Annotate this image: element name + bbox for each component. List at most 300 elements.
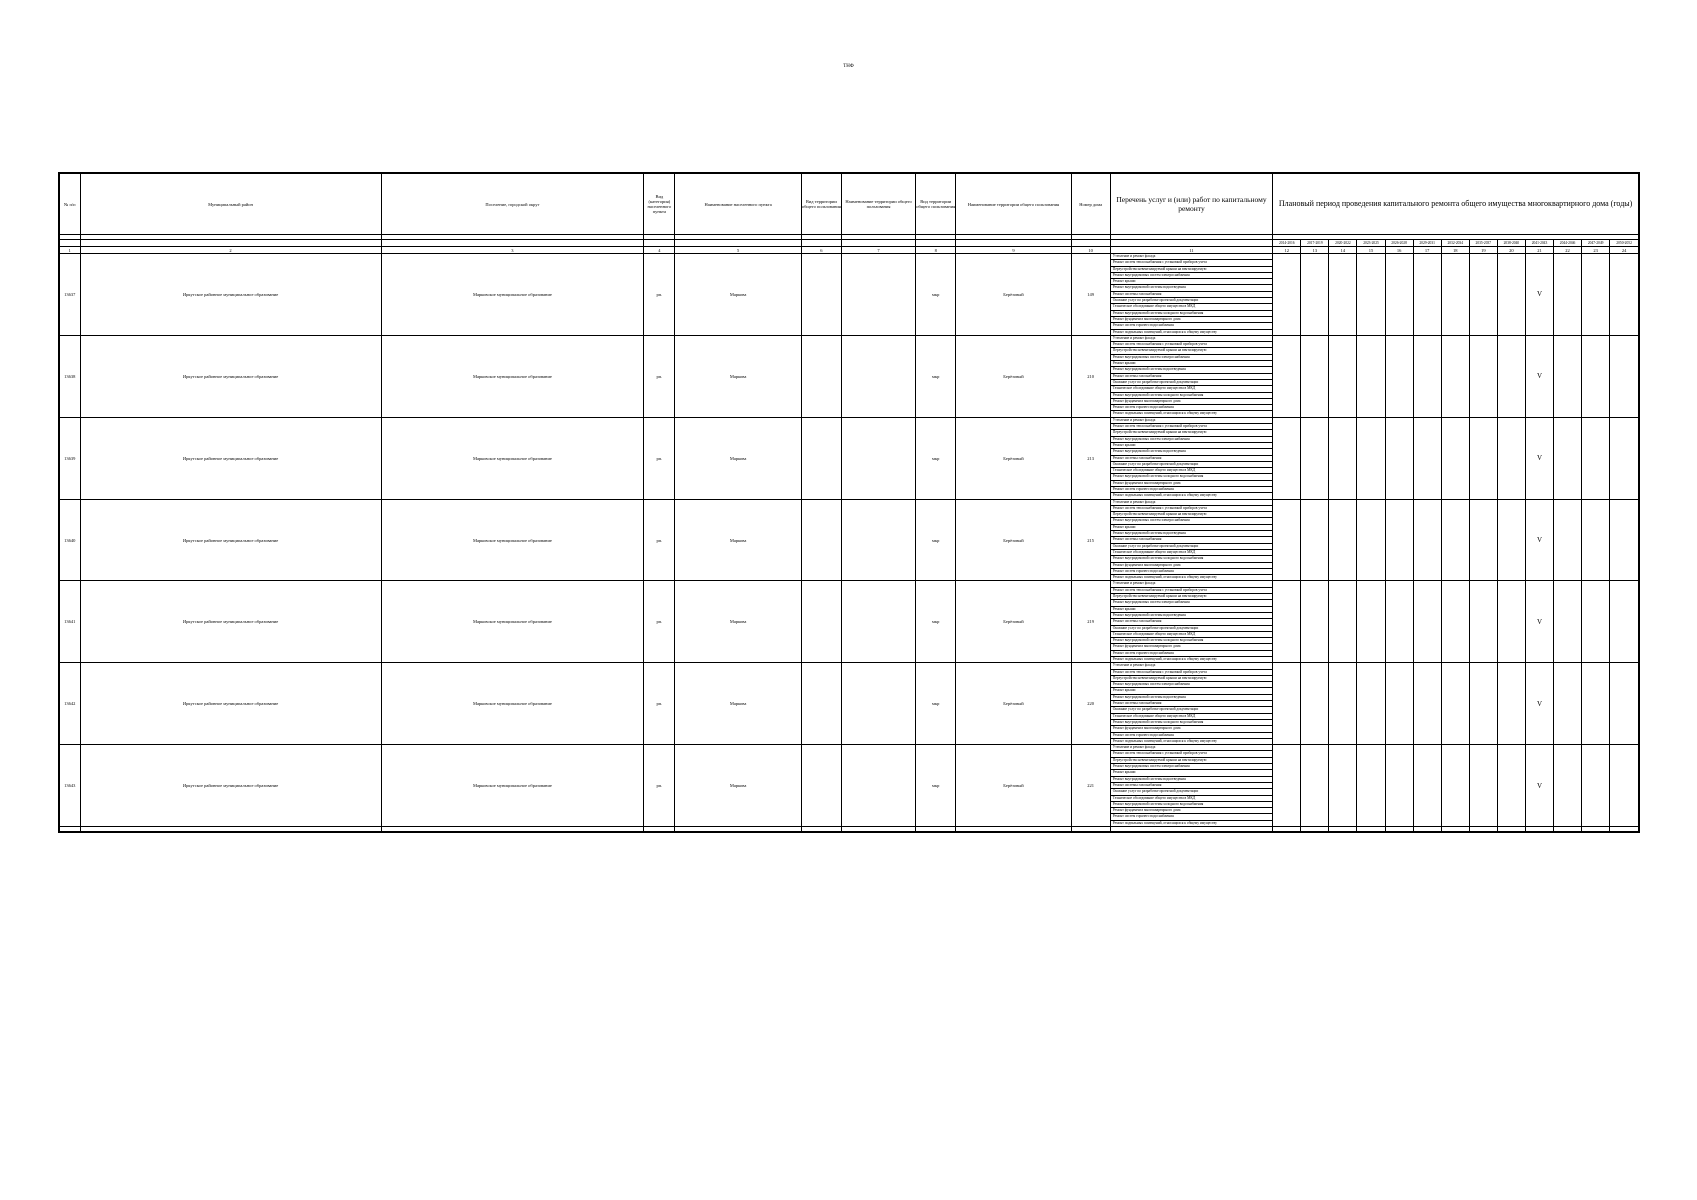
street-cell: Берёзовый — [956, 745, 1071, 827]
work-item: Ремонт внутридомовой системы водоотведения — [1111, 777, 1273, 783]
period-cell — [1301, 581, 1329, 663]
work-item: Ремонт внутридомовой системы холодного водоснабжения — [1111, 802, 1273, 808]
settlement-cell: Марковское муниципальное образование — [381, 254, 644, 336]
period-cell — [1357, 335, 1385, 417]
period-cell — [1441, 254, 1469, 336]
period-cell — [1329, 254, 1357, 336]
row-number: 13639 — [59, 417, 80, 499]
locality-kind-cell: рп. — [644, 499, 675, 581]
period-cell — [1385, 663, 1413, 745]
column-numbers-row — [59, 247, 1639, 254]
period-cell — [1413, 335, 1441, 417]
period-cell — [1329, 417, 1357, 499]
table-row — [59, 581, 1639, 663]
territory-kind-cell — [801, 663, 841, 745]
street-cell: Берёзовый — [956, 254, 1071, 336]
district-cell: Иркутское районное муниципальное образование — [80, 254, 381, 336]
column-number: 12 — [1273, 247, 1301, 254]
work-item: Техническое обследование общего имущества в МКД — [1111, 632, 1273, 638]
settlement-cell: Марковское муниципальное образование — [381, 499, 644, 581]
period-cell — [1357, 254, 1385, 336]
period-cell — [1554, 417, 1582, 499]
work-item: Ремонт внутридомовой системы холодного водоснабжения — [1111, 720, 1273, 726]
period-cell — [1413, 581, 1441, 663]
year-period: 2020-2022 — [1329, 240, 1357, 247]
work-item: Техническое обследование общего имущества в МКД — [1111, 468, 1273, 474]
column-number: 10 — [1071, 247, 1110, 254]
street-cell: Берёзовый — [956, 335, 1071, 417]
work-item: Ремонт внутридомовой системы холодного водоснабжения — [1111, 474, 1273, 480]
period-cell — [1385, 499, 1413, 581]
header-works: Перечень услуг и (или) работ по капитальному ремонту — [1110, 173, 1273, 235]
work-item: Оказание услуг по разработке проектной документации — [1111, 789, 1273, 795]
work-item: Ремонт систем теплоснабжения с установкой приборов учета — [1111, 424, 1273, 430]
period-cell — [1413, 417, 1441, 499]
street-kind-cell: мкр — [916, 663, 956, 745]
work-item: Ремонт внутридомовых систем электроснабжения — [1111, 518, 1273, 524]
table-row — [59, 499, 1639, 581]
district-cell: Иркутское районное муниципальное образование — [80, 499, 381, 581]
work-item: Ремонт фундамента многоквартирного дома — [1111, 399, 1273, 405]
row-number: 13637 — [59, 254, 80, 336]
period-cell — [1385, 254, 1413, 336]
house-number-cell: 149 — [1071, 254, 1110, 336]
header-planned-period: Плановый период проведения капитального ремонта общего имущества многоквартирного дома (годы) — [1273, 173, 1639, 235]
locality-kind-cell: рп. — [644, 663, 675, 745]
work-item: Ремонт подвальных помещений, относящихся к общему имуществу — [1112, 738, 1217, 743]
territory-name-cell — [841, 417, 915, 499]
work-item: Ремонт внутридомовых систем электроснабжения — [1111, 437, 1273, 443]
column-number: 16 — [1385, 247, 1413, 254]
work-item: Ремонт систем горячего водоснабжения — [1111, 651, 1273, 657]
column-number: 22 — [1554, 247, 1582, 254]
year-period: 2029-2031 — [1413, 240, 1441, 247]
period-cell — [1497, 745, 1525, 827]
work-item: Переустройство невентилируемой крыши на вентилируемую — [1111, 348, 1273, 354]
territory-name-cell — [841, 335, 915, 417]
period-cell — [1582, 581, 1610, 663]
work-item: Утепление и ремонт фасада — [1111, 336, 1273, 342]
period-cell — [1357, 581, 1385, 663]
work-item: Ремонт внутридомовой системы холодного водоснабжения — [1111, 393, 1273, 399]
street-kind-cell: мкр — [916, 417, 956, 499]
settlement-cell: Марковское муниципальное образование — [381, 745, 644, 827]
work-item: Ремонт системы газоснабжения — [1111, 783, 1273, 789]
column-number: 11 — [1110, 247, 1273, 254]
territory-kind-cell — [801, 745, 841, 827]
work-item: Ремонт внутридомовых систем электроснабжения — [1111, 355, 1273, 361]
district-cell: Иркутское районное муниципальное образование — [80, 417, 381, 499]
row-number: 13640 — [59, 499, 80, 581]
period-cell — [1469, 581, 1497, 663]
work-item: Ремонт системы газоснабжения — [1111, 701, 1273, 707]
work-item: Ремонт систем теплоснабжения с установкой приборов учета — [1111, 506, 1273, 512]
work-item: Оказание услуг по разработке проектной документации — [1111, 298, 1273, 304]
period-cell — [1554, 254, 1582, 336]
year-period: 2047-2049 — [1582, 240, 1610, 247]
works-list-cell — [1110, 254, 1273, 336]
column-number: 9 — [956, 247, 1071, 254]
work-item: Ремонт крыши — [1111, 525, 1273, 531]
work-item: Ремонт подвальных помещений, относящихся к общему имуществу — [1112, 657, 1217, 661]
work-item: Ремонт систем горячего водоснабжения — [1111, 323, 1273, 329]
territory-name-cell — [841, 663, 915, 745]
column-number: 2 — [80, 247, 381, 254]
work-item: Ремонт внутридомовой системы холодного водоснабжения — [1111, 311, 1273, 317]
street-cell: Берёзовый — [956, 417, 1071, 499]
work-item: Техническое обследование общего имущества в МКД — [1111, 550, 1273, 556]
header-district: Муниципальный район — [80, 173, 381, 235]
period-cell — [1329, 335, 1357, 417]
row-number: 13638 — [59, 335, 80, 417]
work-item: Ремонт фундамента многоквартирного дома — [1111, 726, 1273, 732]
locality-cell: Маркова — [675, 499, 801, 581]
locality-kind-cell: рп. — [644, 745, 675, 827]
house-number-cell: 220 — [1071, 663, 1110, 745]
locality-cell: Маркова — [675, 663, 801, 745]
work-item: Ремонт подвальных помещений, относящихся к общему имуществу — [1112, 575, 1217, 580]
column-number: 13 — [1301, 247, 1329, 254]
period-cell — [1329, 499, 1357, 581]
work-item: Техническое обследование общего имущества в МКД — [1111, 386, 1273, 392]
locality-cell: Маркова — [675, 417, 801, 499]
column-number: 20 — [1497, 247, 1525, 254]
works-list-cell — [1110, 335, 1273, 417]
work-item: Ремонт внутридомовой системы холодного водоснабжения — [1111, 556, 1273, 562]
table-row — [59, 663, 1639, 745]
district-cell: Иркутское районное муниципальное образование — [80, 335, 381, 417]
locality-kind-cell: рп. — [644, 254, 675, 336]
period-cell — [1413, 499, 1441, 581]
period-cell — [1497, 581, 1525, 663]
header-territory-kind: Вид территории общего пользования — [801, 173, 841, 235]
work-item: Ремонт крыши — [1111, 607, 1273, 613]
period-cell — [1610, 581, 1639, 663]
column-number: 5 — [675, 247, 801, 254]
district-cell: Иркутское районное муниципальное образование — [80, 663, 381, 745]
period-cell — [1385, 335, 1413, 417]
period-cell — [1469, 499, 1497, 581]
works-list-cell — [1110, 417, 1273, 499]
work-item: Ремонт внутридомовой системы холодного водоснабжения — [1111, 638, 1273, 644]
work-item: Ремонт систем горячего водоснабжения — [1111, 733, 1273, 739]
work-item: Утепление и ремонт фасада — [1111, 254, 1273, 260]
work-item: Ремонт внутридомовой системы водоотведения — [1111, 285, 1273, 291]
column-number: 7 — [841, 247, 915, 254]
work-item: Ремонт внутридомовой системы водоотведения — [1111, 449, 1273, 455]
column-number: 3 — [381, 247, 644, 254]
works-list-cell — [1110, 663, 1273, 745]
period-cell — [1554, 745, 1582, 827]
work-item: Ремонт подвальных помещений, относящихся к общему имуществу — [1112, 411, 1217, 416]
work-item: Переустройство невентилируемой крыши на вентилируемую — [1111, 758, 1273, 764]
district-cell: Иркутское районное муниципальное образование — [80, 745, 381, 827]
period-cell — [1301, 663, 1329, 745]
period-cell — [1329, 581, 1357, 663]
year-period: 2014-2016 — [1273, 240, 1301, 247]
street-cell: Берёзовый — [956, 581, 1071, 663]
period-cell — [1582, 663, 1610, 745]
period-cell — [1610, 335, 1639, 417]
work-item: Ремонт крыши — [1111, 770, 1273, 776]
period-cell — [1273, 417, 1301, 499]
locality-cell: Маркова — [675, 335, 801, 417]
street-kind-cell: мкр — [916, 254, 956, 336]
period-cell — [1329, 745, 1357, 827]
work-item: Ремонт систем горячего водоснабжения — [1111, 487, 1273, 493]
work-item: Ремонт фундамента многоквартирного дома — [1111, 481, 1273, 487]
period-cell — [1441, 499, 1469, 581]
territory-name-cell — [841, 499, 915, 581]
work-item: Оказание услуг по разработке проектной документации — [1111, 544, 1273, 550]
work-item: Ремонт системы газоснабжения — [1111, 619, 1273, 625]
work-item: Ремонт внутридомовой системы водоотведения — [1111, 613, 1273, 619]
work-item: Ремонт подвальных помещений, относящихся к общему имуществу — [1112, 493, 1217, 498]
street-kind-cell: мкр — [916, 581, 956, 663]
column-number: 18 — [1441, 247, 1469, 254]
work-item: Техническое обследование общего имущества в МКД — [1111, 714, 1273, 720]
work-item: Утепление и ремонт фасада — [1111, 581, 1273, 587]
column-number: 21 — [1525, 247, 1553, 254]
period-cell — [1582, 745, 1610, 827]
work-item: Ремонт систем теплоснабжения с установкой приборов учета — [1111, 342, 1273, 348]
column-number: 19 — [1469, 247, 1497, 254]
territory-kind-cell — [801, 254, 841, 336]
planned-mark: V — [1525, 499, 1553, 581]
period-cell — [1301, 335, 1329, 417]
period-cell — [1610, 417, 1639, 499]
work-item: Ремонт систем теплоснабжения с установкой приборов учета — [1111, 588, 1273, 594]
year-period: 2023-2025 — [1357, 240, 1385, 247]
header-settlement: Поселение, городской округ — [381, 173, 644, 235]
locality-kind-cell: рп. — [644, 581, 675, 663]
territory-name-cell — [841, 581, 915, 663]
period-cell — [1413, 745, 1441, 827]
row-number: 13642 — [59, 663, 80, 745]
period-cell — [1385, 417, 1413, 499]
header-row — [59, 173, 1639, 235]
year-period: 2044-2046 — [1554, 240, 1582, 247]
column-number: 24 — [1610, 247, 1639, 254]
column-number: 6 — [801, 247, 841, 254]
period-cell — [1273, 254, 1301, 336]
work-item: Ремонт системы газоснабжения — [1111, 374, 1273, 380]
period-cell — [1582, 335, 1610, 417]
period-cell — [1413, 254, 1441, 336]
period-cell — [1301, 254, 1329, 336]
period-cell — [1273, 499, 1301, 581]
period-cell — [1273, 745, 1301, 827]
column-number: 1 — [59, 247, 80, 254]
period-cell — [1329, 663, 1357, 745]
work-item: Утепление и ремонт фасада — [1111, 663, 1273, 669]
continuation-row — [59, 827, 1639, 833]
work-item: Переустройство невентилируемой крыши на вентилируемую — [1111, 430, 1273, 436]
work-item: Переустройство невентилируемой крыши на вентилируемую — [1111, 267, 1273, 273]
header-street-name: Наименование территории общего пользования — [956, 173, 1071, 235]
period-cell — [1610, 499, 1639, 581]
header-street-kind: Вид территории общего пользования — [916, 173, 956, 235]
period-cell — [1385, 745, 1413, 827]
house-number-cell: 215 — [1071, 499, 1110, 581]
work-item: Техническое обследование общего имущества в МКД — [1111, 304, 1273, 310]
header-locality: Наименование населенного пункта — [675, 173, 801, 235]
work-item: Ремонт фундамента многоквартирного дома — [1111, 563, 1273, 569]
work-item: Ремонт подвальных помещений, относящихся к общему имуществу — [1112, 820, 1217, 825]
work-item: Ремонт внутридомовой системы водоотведения — [1111, 367, 1273, 373]
planned-mark: V — [1525, 254, 1553, 336]
period-cell — [1554, 663, 1582, 745]
period-cell — [1273, 581, 1301, 663]
settlement-cell: Марковское муниципальное образование — [381, 335, 644, 417]
period-cell — [1469, 417, 1497, 499]
period-cell — [1469, 254, 1497, 336]
year-period: 2035-2037 — [1469, 240, 1497, 247]
period-cell — [1610, 254, 1639, 336]
period-cell — [1554, 581, 1582, 663]
year-period: 2032-2034 — [1441, 240, 1469, 247]
period-cell — [1413, 663, 1441, 745]
settlement-cell: Марковское муниципальное образование — [381, 581, 644, 663]
work-item: Техническое обследование общего имущества в МКД — [1111, 796, 1273, 802]
period-cell — [1497, 417, 1525, 499]
period-cell — [1554, 335, 1582, 417]
work-item: Ремонт систем горячего водоснабжения — [1111, 814, 1273, 820]
planned-mark: V — [1525, 581, 1553, 663]
period-cell — [1441, 663, 1469, 745]
settlement-cell: Марковское муниципальное образование — [381, 417, 644, 499]
period-cell — [1469, 335, 1497, 417]
header-house: Номер дома — [1071, 173, 1110, 235]
work-item: Ремонт систем горячего водоснабжения — [1111, 405, 1273, 411]
period-cell — [1582, 417, 1610, 499]
planned-mark: V — [1525, 417, 1553, 499]
works-list-cell — [1110, 745, 1273, 827]
house-number-cell: 221 — [1071, 745, 1110, 827]
territory-name-cell — [841, 254, 915, 336]
street-kind-cell: мкр — [916, 745, 956, 827]
page-number: ТНФ — [843, 64, 854, 69]
work-item: Ремонт систем горячего водоснабжения — [1111, 569, 1273, 575]
header-locality-kind: Вид (категория) населенного пункта — [644, 173, 675, 235]
header-territory-name: Наименование территории общего пользования — [841, 173, 915, 235]
period-cell — [1554, 499, 1582, 581]
work-item: Ремонт внутридомовых систем электроснабжения — [1111, 764, 1273, 770]
period-cell — [1357, 417, 1385, 499]
period-cell — [1469, 745, 1497, 827]
year-period: 2017-2019 — [1301, 240, 1329, 247]
work-item: Ремонт фундамента многоквартирного дома — [1111, 317, 1273, 323]
territory-kind-cell — [801, 335, 841, 417]
locality-cell: Маркова — [675, 745, 801, 827]
period-cell — [1385, 581, 1413, 663]
table-row — [59, 254, 1639, 336]
street-kind-cell: мкр — [916, 335, 956, 417]
work-item: Ремонт внутридомовой системы водоотведения — [1111, 695, 1273, 701]
period-cell — [1301, 745, 1329, 827]
district-cell: Иркутское районное муниципальное образование — [80, 581, 381, 663]
work-item: Ремонт систем теплоснабжения с установкой приборов учета — [1111, 670, 1273, 676]
street-cell: Берёзовый — [956, 499, 1071, 581]
column-number: 14 — [1329, 247, 1357, 254]
work-item: Ремонт системы газоснабжения — [1111, 292, 1273, 298]
work-item: Ремонт системы газоснабжения — [1111, 537, 1273, 543]
work-item: Переустройство невентилируемой крыши на вентилируемую — [1111, 594, 1273, 600]
period-cell — [1610, 663, 1639, 745]
period-cell — [1497, 663, 1525, 745]
work-item: Ремонт фундамента многоквартирного дома — [1111, 644, 1273, 650]
period-cell — [1441, 417, 1469, 499]
period-cell — [1357, 499, 1385, 581]
table-row — [59, 417, 1639, 499]
works-list-cell — [1110, 499, 1273, 581]
work-item: Ремонт крыши — [1111, 443, 1273, 449]
territory-name-cell — [841, 745, 915, 827]
house-number-cell: 213 — [1071, 417, 1110, 499]
row-number: 13641 — [59, 581, 80, 663]
work-item: Переустройство невентилируемой крыши на вентилируемую — [1111, 676, 1273, 682]
column-number: 4 — [644, 247, 675, 254]
planned-mark: V — [1525, 745, 1553, 827]
period-cell — [1301, 499, 1329, 581]
house-number-cell: 210 — [1071, 335, 1110, 417]
street-cell: Берёзовый — [956, 663, 1071, 745]
work-item: Утепление и ремонт фасада — [1111, 500, 1273, 506]
work-item: Оказание услуг по разработке проектной документации — [1111, 380, 1273, 386]
period-cell — [1441, 335, 1469, 417]
year-period: 2026-2028 — [1385, 240, 1413, 247]
work-item: Ремонт крыши — [1111, 361, 1273, 367]
column-number: 8 — [916, 247, 956, 254]
work-item: Ремонт подвальных помещений, относящихся к общему имуществу — [1112, 329, 1217, 334]
capital-repair-table — [58, 172, 1640, 833]
work-item: Утепление и ремонт фасада — [1111, 418, 1273, 424]
year-period: 2041-2043 — [1525, 240, 1553, 247]
territory-kind-cell — [801, 417, 841, 499]
period-cell — [1497, 254, 1525, 336]
column-number: 23 — [1582, 247, 1610, 254]
work-item: Ремонт внутридомовых систем электроснабжения — [1111, 273, 1273, 279]
planned-mark: V — [1525, 335, 1553, 417]
work-item: Ремонт крыши — [1111, 279, 1273, 285]
period-cell — [1469, 663, 1497, 745]
row-number: 13643 — [59, 745, 80, 827]
table-row — [59, 335, 1639, 417]
work-item: Ремонт крыши — [1111, 688, 1273, 694]
locality-kind-cell: рп. — [644, 335, 675, 417]
year-period: 2038-2040 — [1497, 240, 1525, 247]
period-cell — [1497, 499, 1525, 581]
period-cell — [1441, 581, 1469, 663]
work-item: Ремонт фундамента многоквартирного дома — [1111, 808, 1273, 814]
period-cell — [1273, 663, 1301, 745]
street-kind-cell: мкр — [916, 499, 956, 581]
settlement-cell: Марковское муниципальное образование — [381, 663, 644, 745]
period-cell — [1357, 663, 1385, 745]
locality-kind-cell: рп. — [644, 417, 675, 499]
period-cell — [1273, 335, 1301, 417]
period-cell — [1610, 745, 1639, 827]
table-row — [59, 745, 1639, 827]
work-item: Оказание услуг по разработке проектной документации — [1111, 462, 1273, 468]
period-cell — [1582, 499, 1610, 581]
locality-cell: Маркова — [675, 581, 801, 663]
year-period: 2050-2052 — [1610, 240, 1639, 247]
period-cell — [1497, 335, 1525, 417]
header-number: № п/п — [59, 173, 80, 235]
period-cell — [1582, 254, 1610, 336]
work-item: Ремонт системы газоснабжения — [1111, 456, 1273, 462]
